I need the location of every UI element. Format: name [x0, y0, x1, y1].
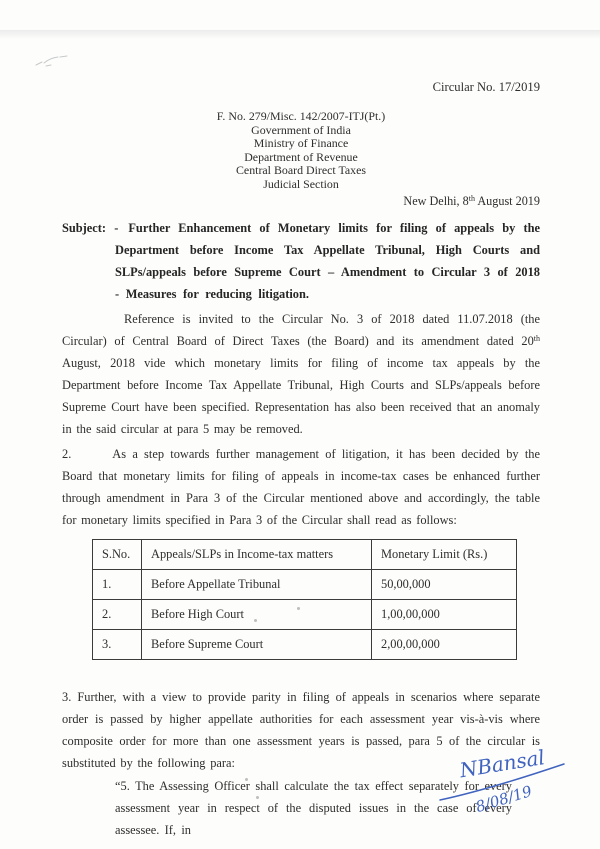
- subject-paragraph: [62, 217, 540, 305]
- quoted-para-5: “5. The Assessing Officer shall calculate the tax effect separately for every assessment year in respect of the disputed issues in the case of every assessee. If, in: [115, 779, 512, 837]
- paragraph-1-text: Reference is invited to the Circular No. 3 of 2018 dated 11.07.2018 (the Circular) of Central Board of Direct Taxes (the Board) and its amendment dated 20: [62, 312, 540, 348]
- cell-matter: Before Supreme Court: [142, 630, 372, 660]
- cell-matter: Before Appellate Tribunal: [142, 570, 372, 600]
- org-line-ministry: Ministry of Finance: [253, 136, 349, 150]
- header-limit: Monetary Limit (Rs.): [372, 540, 517, 570]
- cell-sno: 1.: [93, 570, 142, 600]
- header-matters: Appeals/SLPs in Income-tax matters: [142, 540, 372, 570]
- signature-date: 8/08/19: [473, 782, 535, 817]
- paragraph-2: [62, 443, 540, 531]
- circular-number: Circular No. 17/2019: [432, 80, 540, 94]
- cell-sno: 3.: [93, 630, 142, 660]
- table-header-row: [93, 540, 517, 570]
- paragraph-2-number: 2.: [62, 447, 72, 461]
- cell-limit: 1,00,00,000: [372, 600, 517, 630]
- cell-matter: Before High Court: [142, 600, 372, 630]
- paragraph-2-text: As a step towards further management of litigation, it has been decided by the Board that monetary limits for filing of appeals in income-tax cases be enhanced further through amendment in Para 3 of the Circular mentioned above and accordingly, the table for monetary limits specified in Para 3 of the Circular shall read as follows:: [62, 447, 540, 527]
- cell-limit: 50,00,000: [372, 570, 517, 600]
- paragraph-3: 3. Further, with a view to provide parity in filing of appeals in scenarios where separate order is passed by higher appellate authorities for each assessment year vis-à-vis where composite order for more than one assessment years is passed, para 5 of the circular is substituted by the following para:: [62, 690, 540, 770]
- org-line-department: Department of Revenue: [244, 149, 358, 164]
- cell-limit: 2,00,00,000: [372, 630, 517, 660]
- header-sno: S.No.: [93, 540, 142, 570]
- subject-text: Further Enhancement of Monetary limits for filing of appeals by the Department before Income Tax Appellate Tribunal, High Courts and SLPs/appeals before Supreme Court – Amendment to Circular 3 of 2018 - Measures for reducing litigation.: [115, 221, 540, 301]
- table-row: [93, 570, 517, 600]
- file-number: F. No. 279/Misc. 142/2007-ITJ(Pt.): [216, 109, 386, 123]
- table-row: [93, 600, 517, 630]
- date-ordinal: th: [468, 194, 475, 203]
- org-line-board: Central Board Direct Taxes: [235, 163, 367, 177]
- handwritten-signature: [432, 742, 582, 817]
- place-date-text: New Delhi, 8: [403, 194, 469, 208]
- signature-name: NBansal: [458, 745, 547, 783]
- paragraph-1: [62, 308, 540, 440]
- org-line-section: Judicial Section: [263, 176, 339, 191]
- cell-sno: 2.: [93, 600, 142, 630]
- letterhead: [62, 110, 540, 191]
- paragraph-1-ordinal: th: [533, 334, 540, 343]
- paragraph-1-text-cont: August, 2018 vide which monetary limits for filing of income tax appeals by the Department before Income Tax Appellate Tribunal, High Courts and SLPs/appeals before Supreme Court have been specified. Representation has also been received that an anomaly in the said circular at para 5 may be removed.: [62, 356, 540, 436]
- subject-label: Subject: -: [62, 221, 119, 235]
- monetary-limits-table: [92, 539, 517, 660]
- table-row: [93, 630, 517, 660]
- place-date-suffix: August 2019: [474, 194, 540, 208]
- place-and-date: [62, 191, 540, 212]
- org-line-government: Government of India: [251, 122, 351, 137]
